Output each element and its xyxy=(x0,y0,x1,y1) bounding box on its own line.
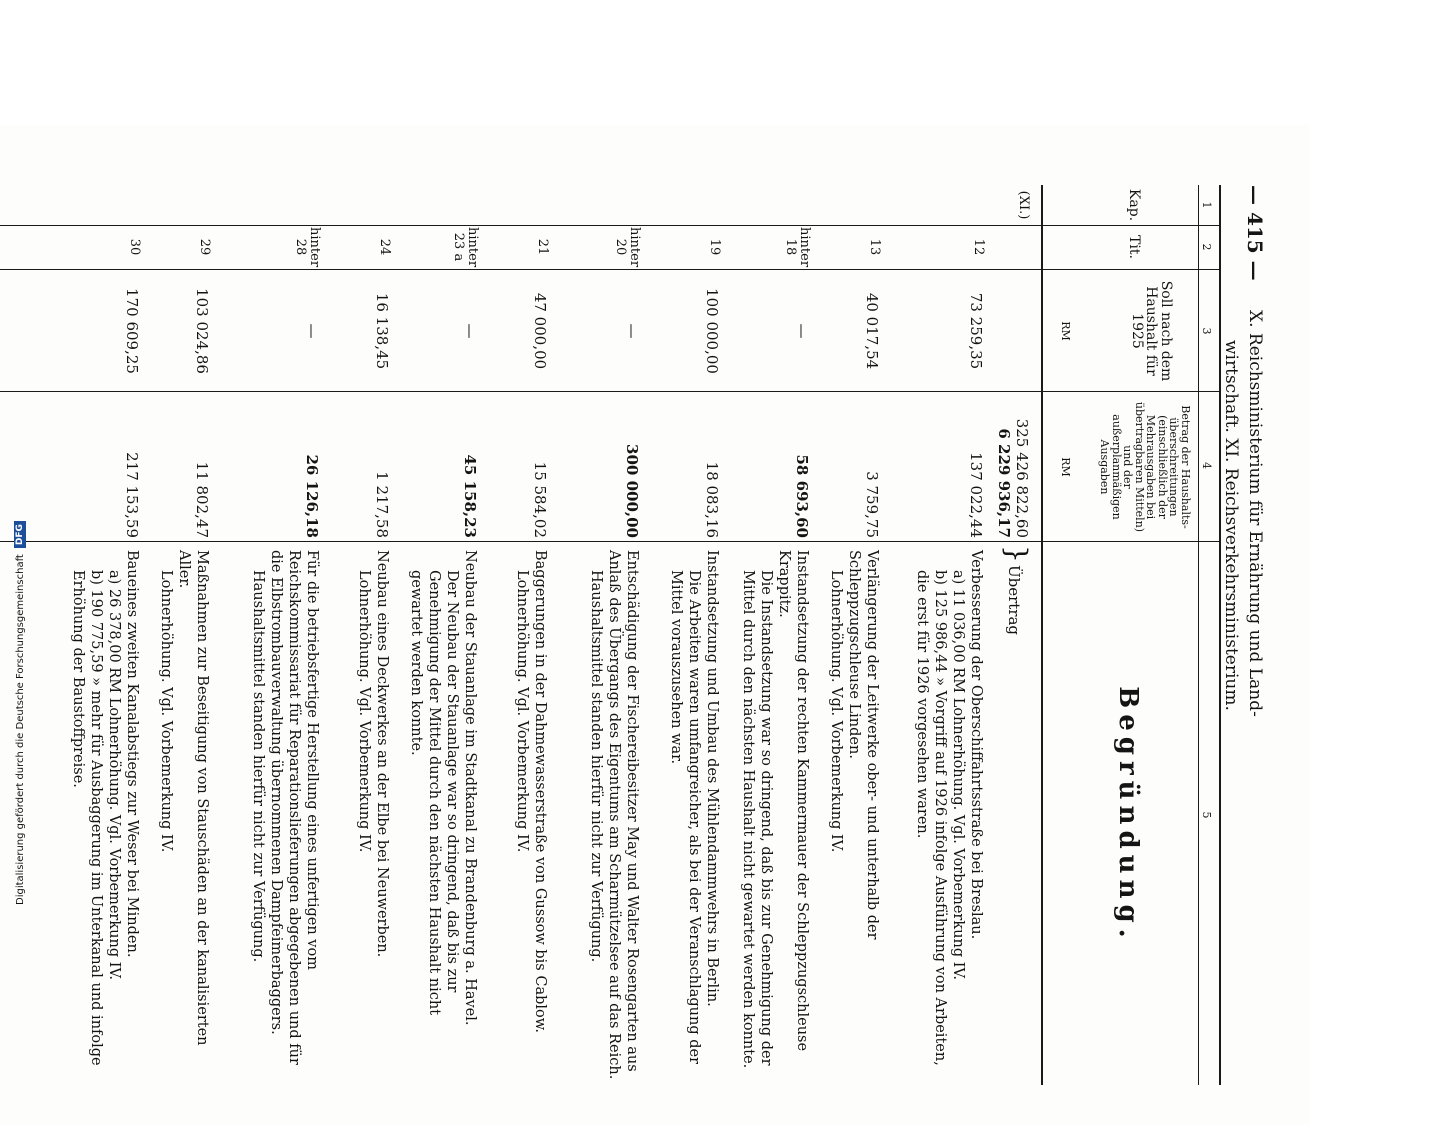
row-tit: hinter 18 xyxy=(783,227,812,268)
header-soll-unit: RM xyxy=(1059,321,1072,341)
row-soll: 73 259,35 xyxy=(967,292,985,370)
col-divider-2 xyxy=(0,269,1221,270)
page-number: — 415 — xyxy=(1243,185,1267,281)
row-text: Baueines zweiten Kanalabstiegs zur Weser bei Minden. a) 26 378,00 RM Lohnerhöhung. Vgl. Vorbemerkung IV. b) 190 775,59 » mehr für Ausbaggerung im Unterkanal und infolge Erhöhung der Baustoffpreise. xyxy=(69,550,140,1066)
carry-brace: } xyxy=(1000,545,1033,563)
dfg-logo: DFG xyxy=(14,521,26,548)
header-tit: Tit. xyxy=(1126,235,1142,259)
row-betrag: 18 083,16 xyxy=(703,461,721,538)
carry-amount-2: 6 229 936,17 xyxy=(995,428,1013,538)
col-number-2: 2 xyxy=(1200,243,1213,251)
row-tit: hinter 23 a xyxy=(451,227,480,268)
rotated-scan-page xyxy=(0,125,1309,1125)
row-soll: 47 000,00 xyxy=(531,292,549,370)
row-tit: hinter 28 xyxy=(293,227,322,268)
col-number-5: 5 xyxy=(1200,811,1213,819)
row-betrag: 58 693,60 xyxy=(793,454,811,538)
row-text: Neubau eines Deckwerkes an der Elbe bei Neuwerben. Lohnerhöhung. Vgl. Vorbemerkung IV. xyxy=(355,550,390,958)
col-divider-1 xyxy=(0,225,1221,226)
row-tit: hinter 20 xyxy=(613,227,642,268)
row-betrag: 45 158,23 xyxy=(461,454,479,538)
row-text: Entschädigung der Fischereibesitzer May und Walter Rosengarten aus Anlaß des Übergangs des Eigentums am Scharmützelsee auf das Reich. Haushaltsmittel standen hierfür nicht zur Verfügung. xyxy=(587,550,640,1080)
carry-label: Übertrag xyxy=(1005,565,1023,636)
row-soll: — xyxy=(303,323,321,339)
row-betrag: 11 802,47 xyxy=(193,461,211,538)
row-tit: 24 xyxy=(377,238,392,256)
row-soll: — xyxy=(623,323,641,339)
row-betrag: 1 217,58 xyxy=(373,471,391,538)
header-betrag-unit: RM xyxy=(1059,457,1072,477)
col-number-3: 3 xyxy=(1200,327,1213,335)
row-betrag: 217 153,59 xyxy=(123,452,141,538)
col-number-1: 1 xyxy=(1200,201,1213,209)
carry-amount-1: 325 426 822,60 xyxy=(1013,418,1031,538)
row-betrag: 15 584,02 xyxy=(531,461,549,538)
col-divider-4 xyxy=(0,541,1221,542)
header-begruendung: Begründung. xyxy=(1113,686,1143,944)
row-text: Baggerungen in der Dahmewasserstraße von Gussow bis Cablow. Lohnerhöhung. Vgl. Vorbemerkung IV. xyxy=(513,550,548,1034)
row-tit: 21 xyxy=(535,238,550,256)
row-soll: 170 609,25 xyxy=(123,288,141,374)
row-betrag: 300 000,00 xyxy=(623,444,641,538)
header-ministry-line-1: X. Reichsministerium für Ernährung und Land- xyxy=(1245,310,1265,717)
row-soll: 40 017,54 xyxy=(863,292,881,370)
header-ministry-line-2: wirtschaft. XI. Reichsverkehrsministerium. xyxy=(1221,340,1241,711)
kap-marker: (XI.) xyxy=(1016,190,1031,220)
row-text: Instandsetzung der rechten Kammermauer der Schleppzugschleuse Krappitz. Die Instandsetzung war so dringend, daß bis zur Genehmigung der Mittel durch den nächsten Haushalt nicht gewartet werden konnte. xyxy=(739,550,810,1069)
table-top-rule xyxy=(1219,185,1221,1085)
row-text: Verlängerung der Leitwerke ober- und unterhalb der Schleppzugschleuse Linden. Lohnerhöhung. Vgl. Vorbemerkung IV. xyxy=(827,550,880,940)
row-tit: 29 xyxy=(197,238,212,256)
row-betrag: 26 126,18 xyxy=(303,454,321,538)
row-text: Verbesserung der Oberschiffahrtsstraße bei Breslau. a) 11 036,00 RM Lohnerhöhung. Vgl. Vorbemerkung IV. b) 125 986,44 » Vorgriff auf 1926 infolge Ausführung von Arbeiten, die erst für 1926 vorgesehen waren. xyxy=(913,550,984,1066)
row-text: Instandsetzung und Umbau des Mühlendammwehrs in Berlin. Die Arbeiten waren umfangreicher, als bei der Veranschlagung der Mittel vorauszusehen war. xyxy=(667,550,720,1065)
col-divider-3 xyxy=(0,391,1221,392)
margin-note xyxy=(10,75,30,905)
row-betrag: 3 759,75 xyxy=(863,471,881,538)
row-tit: 19 xyxy=(707,238,722,256)
row-tit: 13 xyxy=(867,238,882,256)
col-number-4: 4 xyxy=(1200,462,1213,469)
row-soll: — xyxy=(461,323,479,339)
row-text: Neubau der Stauanlage im Stadtkanal zu Brandenburg a. Havel. Der Neubau der Stauanlage war so dringend, daß bis zur Genehmigung der Mittel durch den nächsten Haushalt nicht gewartet werden konnte. xyxy=(407,550,478,1026)
header-betrag: Betrag der Haushalts-überschreitungen (einschließlich der Mehrausgaben bei übertragbaren Mitteln) und der außerplanmäßigen Ausgaben xyxy=(1098,401,1192,533)
margin-note-text: Digitalisierung gefördert durch die Deutsche Forschungsgemeinschaft xyxy=(14,554,26,905)
colnum-rule xyxy=(1198,185,1199,1085)
row-text: Für die betriebsfertige Herstellung eines unfertigen vom Reichskommissariat für Reparationslieferungen abgegebenen und für die Elbstrombauverwaltung übernommenen Dampfeimerbaggers. Haushaltsmittel standen hierfür nicht zur Verfügung. xyxy=(249,550,320,1065)
row-soll: 16 138,45 xyxy=(373,292,391,370)
row-betrag: 137 022,44 xyxy=(967,452,985,538)
header-bottom-rule xyxy=(1041,185,1043,1085)
header-soll: Soll nach dem Haushalt für 1925 xyxy=(1128,280,1174,382)
row-text: Maßnahmen zur Beseitigung von Stauschäden an der kanalisierten Aller. Lohnerhöhung. Vgl. Vorbemerkung IV. xyxy=(157,550,210,1046)
header-kap: Kap. xyxy=(1126,188,1142,222)
row-soll: 100 000,00 xyxy=(703,288,721,374)
row-tit: 12 xyxy=(971,238,986,256)
budget-table xyxy=(0,185,1221,1085)
row-soll: 103 024,86 xyxy=(193,288,211,374)
row-soll: — xyxy=(793,323,811,339)
row-tit: 30 xyxy=(127,238,142,256)
